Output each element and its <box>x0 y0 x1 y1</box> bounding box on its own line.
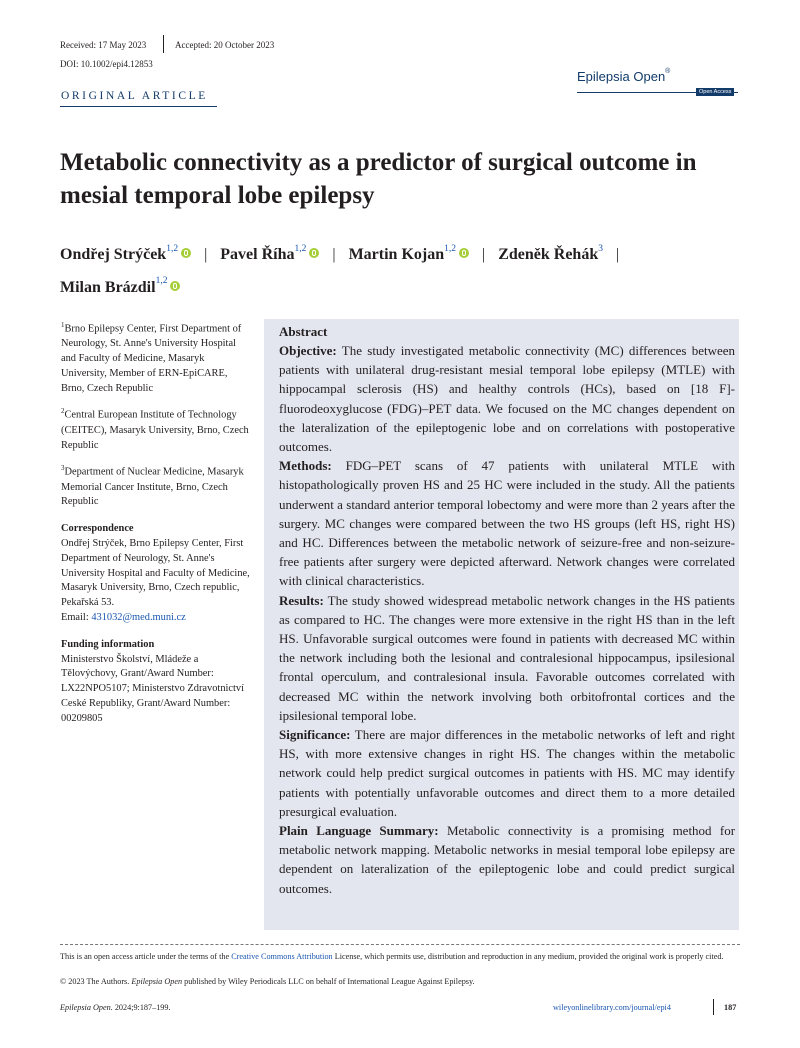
author[interactable] <box>60 276 180 296</box>
correspondence-text <box>61 537 251 626</box>
abstract-section-label: Objective: <box>279 343 337 358</box>
affiliation-number: 1 <box>61 321 65 329</box>
author-name: Martin Kojan <box>348 246 445 264</box>
license-text: License, which permits use, distribution and reproduction in any medium, provided the original work is properly cited. <box>332 952 724 961</box>
affiliation-number: 2 <box>61 407 65 416</box>
sidebar-info <box>61 318 251 727</box>
author-affiliation[interactable]: 1,2 <box>294 244 307 254</box>
author-name: Pavel Říha <box>220 246 295 264</box>
registered-mark: ® <box>665 68 671 75</box>
orcid-icon[interactable] <box>309 248 319 258</box>
copyright-notice <box>60 977 740 986</box>
abstract-section-text: The study showed widespread metabolic network changes in the HS patients as compared to HC. The changes were more extensive in the right HS than in the left HS. Unfavorable surgical outcomes were found in patients with decreased MC within the network including both the lesional and contralesional hippocampus, ipsilesional frontal operculum, and contralesional insula. Favorable outcomes correlated with decreased MC within the network involving both orbitofrontal cortices and the ipsilesional temporal lobe. <box>279 592 735 723</box>
abstract-section-label: Results: <box>279 592 324 608</box>
email-link[interactable]: 431032@med.muni.cz <box>91 611 186 623</box>
author-affiliation[interactable]: 1,2 <box>155 276 168 287</box>
email-label: Email: <box>61 611 89 623</box>
author-separator: | <box>615 246 620 264</box>
footer-divider <box>60 944 740 945</box>
copyright-text: published by Wiley Periodicals LLC on behalf of International League Against Epilepsy. <box>182 977 475 986</box>
affiliation-text: Department of Nuclear Medicine, Masaryk Memorial Cancer Institute, Brno, Czech Republic <box>61 466 244 508</box>
author-separator: | <box>204 246 208 264</box>
author[interactable] <box>220 246 319 263</box>
abstract-section-label: Plain Language Summary: <box>279 823 439 839</box>
abstract-section-text: The study investigated metabolic connectivity (MC) differences between patients with unilateral drug-resistant mesial temporal lobe epilepsy (MTLE) with hippocampal sclerosis (HS) and healthy controls (HCs), based on [18 F]-fluorodeoxyglucose (FDG)–PET data. We focused on the MC changes dependent on the lateralization of the epileptogenic lobe and on correlations with postoperative outcomes. <box>279 343 736 455</box>
correspondence-heading: Correspondence <box>61 523 134 535</box>
author-separator: | <box>332 246 336 264</box>
abstract-section-label: Significance: <box>279 727 351 743</box>
orcid-icon[interactable] <box>170 281 180 291</box>
correspondence-address: Ondřej Strýček, Brno Epilepsy Center, First Department of Neurology, St. Anne's University Hospital and Faculty of Medicine, Masaryk University, Brno, Czech republic, Pekařská 53. <box>61 537 250 609</box>
received-date: Received: 17 May 2023 <box>60 40 147 50</box>
journal-volume: 2024;9:187–199. <box>112 1003 171 1012</box>
footer-separator <box>713 999 714 1015</box>
orcid-icon[interactable] <box>181 248 191 258</box>
author[interactable] <box>60 246 191 263</box>
copyright-text: © 2023 The Authors. <box>60 977 132 986</box>
affiliation-number: 3 <box>61 464 65 473</box>
abstract-section-label: Methods: <box>279 458 332 474</box>
journal-name: Epilepsia Open. <box>60 1003 113 1012</box>
article-type-underline <box>60 106 217 107</box>
abstract-section <box>279 821 735 898</box>
author-list <box>60 237 750 302</box>
license-text: This is an open access article under the terms of the <box>60 952 232 961</box>
article-title: Metabolic connectivity as a predictor of surgical outcome in mesial temporal lobe epilepsy <box>60 149 697 209</box>
abstract-box <box>264 319 739 930</box>
abstract-section-text: There are major differences in the metabolic networks of left and right HS, with more extensive changes in right HS. The changes within the metabolic network could help predict surgical outcomes in patients with HS. MC may identify patients with potentially unfavorable outcomes and direct them to a more detailed presurgical evaluation. <box>279 727 736 819</box>
journal-citation <box>60 1003 171 1012</box>
abstract-section <box>279 725 735 821</box>
header-divider <box>163 35 164 53</box>
author-affiliation[interactable]: 3 <box>598 244 603 254</box>
license-notice <box>60 951 740 963</box>
journal-url-link[interactable]: wileyonlinelibrary.com/journal/epi4 <box>553 1003 671 1012</box>
abstract-heading: Abstract <box>279 324 328 339</box>
abstract-section <box>279 341 735 456</box>
journal-logo-text: Epilepsia Open <box>577 69 666 84</box>
license-link[interactable]: Creative Commons Attribution <box>231 952 333 961</box>
author-name: Milan Brázdil <box>60 278 156 296</box>
affiliation-text: Central European Institute of Technology (CEITEC), Masaryk University, Brno, Czech Republic <box>61 409 249 451</box>
abstract-section <box>279 456 735 590</box>
abstract-section <box>279 591 735 725</box>
abstract-section-text: FDG–PET scans of 47 patients with unilateral MTLE with histopathologically proven HS and 25 HC were included in the study. All the patients underwent a standard anterior temporal lobectomy and were more than 2 years after the surgery. MC changes were compared between the two HS groups (left HS, right HS) and HC. Differences between the metabolic network of seizure-free and non-seizure-free patients after surgery were depicted afterward. Network changes were correlated with clinical characteristics. <box>279 458 736 589</box>
author-separator: | <box>482 246 486 264</box>
author-affiliation[interactable]: 1,2 <box>166 244 179 254</box>
article-type: ORIGINAL ARTICLE <box>61 90 208 102</box>
accepted-date: Accepted: 20 October 2023 <box>175 40 275 50</box>
affiliation-text: Brno Epilepsy Center, First Department of Neurology, St. Anne's University Hospital and Faculty of Medicine, Masaryk University, Member of ERN-EpiCARE, Brno, Czech Republic <box>61 323 242 394</box>
journal-logo[interactable] <box>577 69 670 84</box>
affiliation <box>61 404 251 453</box>
page-number: 187 <box>724 1003 737 1012</box>
author[interactable] <box>349 246 469 263</box>
author-affiliation[interactable]: 1,2 <box>444 244 456 254</box>
funding-heading: Funding information <box>61 638 155 650</box>
affiliation <box>61 461 251 510</box>
abstract-body <box>279 341 735 898</box>
funding-text: Ministerstvo Školství, Mládeže a Tělovýchovy, Grant/Award Number: LX22NPO5107; Ministerstvo Zdravotnictví Ceské Republiky, Grant/Award Number: 00209805 <box>61 653 244 724</box>
author[interactable] <box>498 246 603 263</box>
copyright-journal: Epilepsia Open <box>131 977 183 986</box>
author-name: Ondřej Strýček <box>60 246 167 264</box>
abstract-section-text: Metabolic connectivity is a promising method for metabolic network mapping. Metabolic networks in mesial temporal lobe epilepsy are dependent on lateralization of the epileptogenic lobe and could predict surgical outcomes. <box>279 823 736 896</box>
orcid-icon[interactable] <box>459 248 469 258</box>
open-access-badge: Open Access <box>696 88 734 96</box>
author-name: Zdeněk Řehák <box>498 246 599 264</box>
affiliation <box>61 318 251 396</box>
doi[interactable]: DOI: 10.1002/epi4.12853 <box>60 59 153 69</box>
